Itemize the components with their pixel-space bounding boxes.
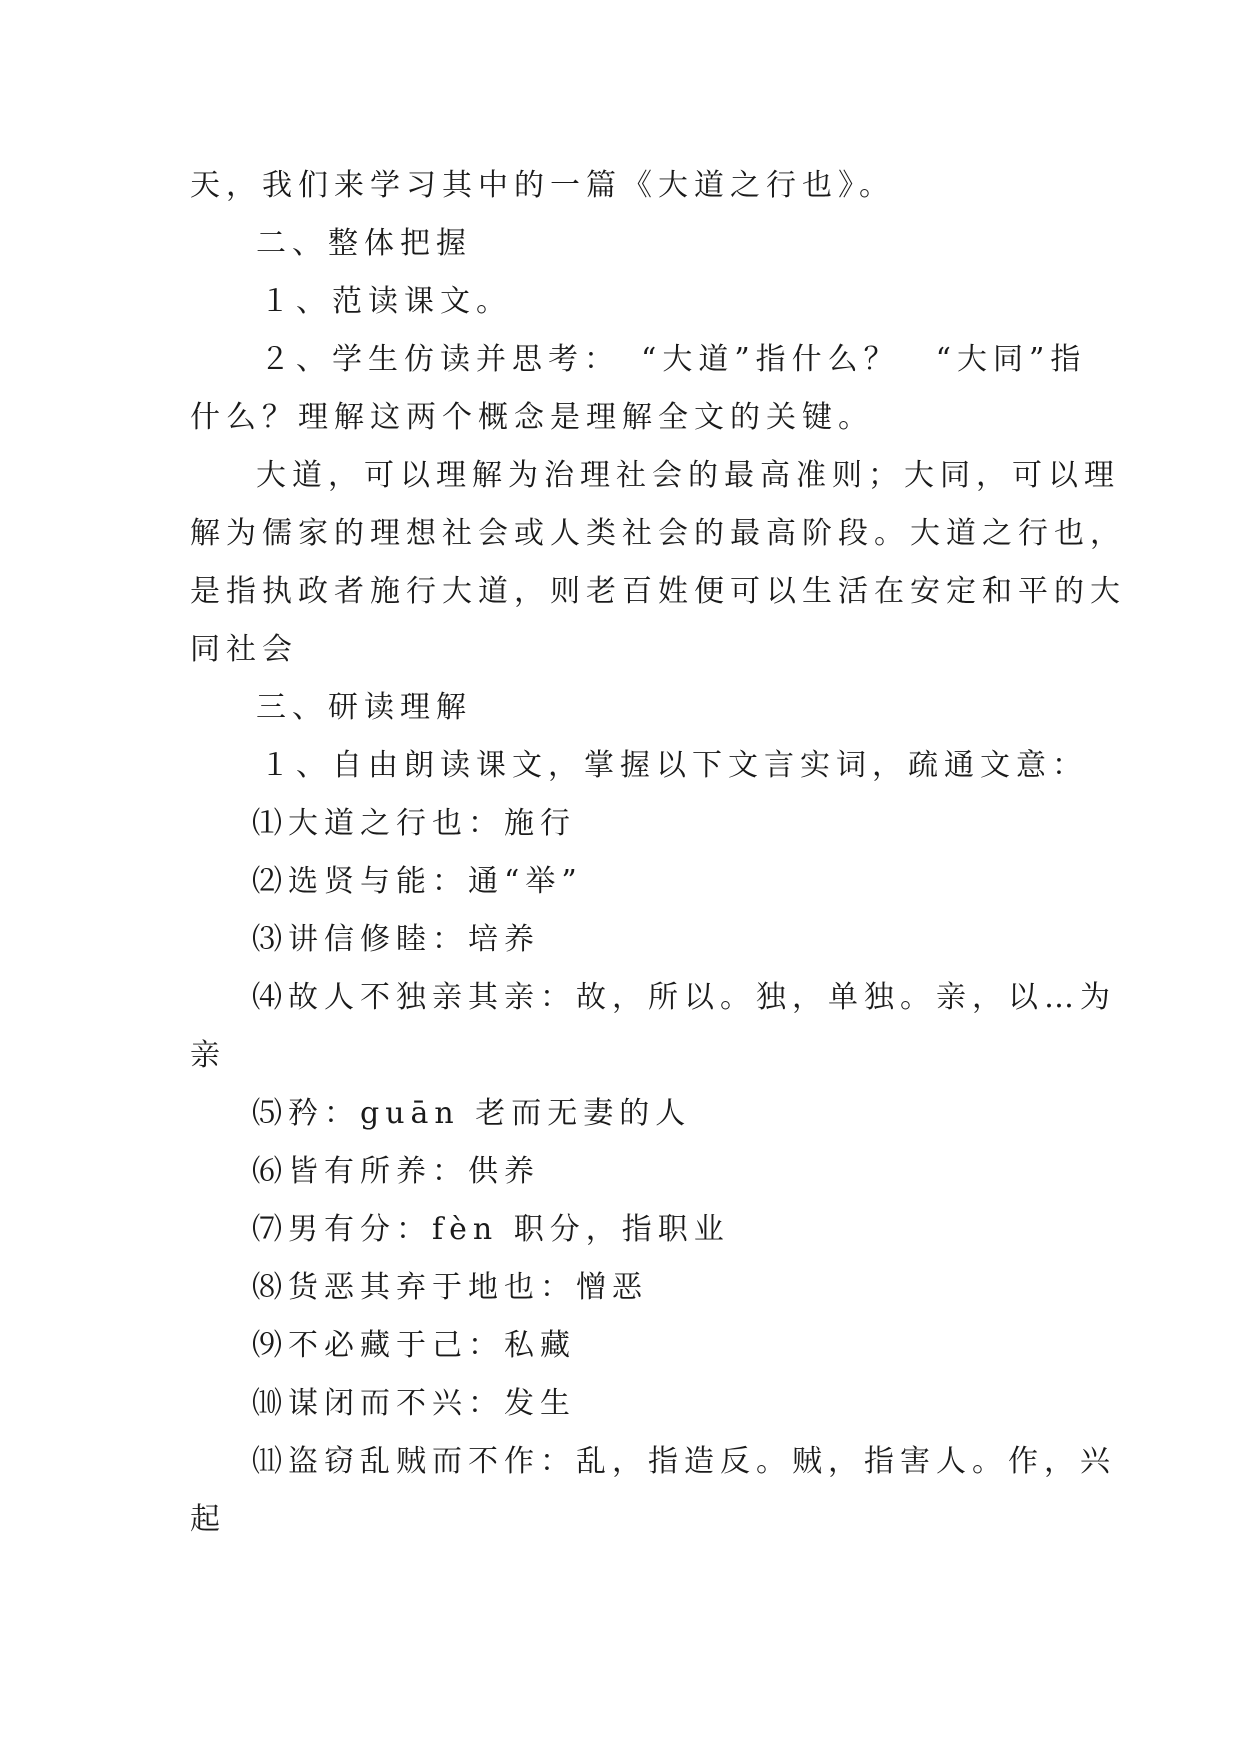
list-item: ⑸矜：guān 老而无妻的人 <box>252 1096 692 1131</box>
list-item: ⑶讲信修睦：培养 <box>252 922 540 957</box>
list-item: ⑼不必藏于己：私藏 <box>252 1328 576 1363</box>
text-line: 亲 <box>190 1038 226 1073</box>
text-line: 解为儒家的理想社会或人类社会的最高阶段。大道之行也， <box>190 516 1126 551</box>
list-item: ⑷故人不独亲其亲：故，所以。独，单独。亲，以…为 <box>252 980 1116 1015</box>
list-item: ⑽谋闭而不兴：发生 <box>252 1386 576 1421</box>
text-line: 天，我们来学习其中的一篇《大道之行也》。 <box>190 168 895 203</box>
list-item: ⑵选贤与能：通“举” <box>252 864 583 899</box>
text-line: 是指执政者施行大道，则老百姓便可以生活在安定和平的大 <box>190 574 1126 609</box>
text-line: １、自由朗读课文，掌握以下文言实词，疏通文意： <box>260 748 1088 783</box>
list-item: ⑴大道之行也：施行 <box>252 806 576 841</box>
text-line: ２、学生仿读并思考： “大道”指什么？ “大同”指 <box>260 342 1087 377</box>
document-page <box>190 157 1126 1549</box>
text-line: １、范读课文。 <box>260 284 512 319</box>
list-item: ⑾盗窃乱贼而不作：乱，指造反。贼，指害人。作，兴 <box>252 1444 1116 1479</box>
text-line: 大道，可以理解为治理社会的最高准则；大同，可以理 <box>256 458 1120 493</box>
text-line: 什么？理解这两个概念是理解全文的关键。 <box>190 400 874 435</box>
text-line: 起 <box>190 1502 226 1537</box>
list-item: ⑹皆有所养：供养 <box>252 1154 540 1189</box>
section-heading: 二、整体把握 <box>256 226 472 261</box>
text-line: 同社会 <box>190 632 298 667</box>
section-heading: 三、研读理解 <box>256 690 472 725</box>
list-item: ⑻货恶其弃于地也：憎恶 <box>252 1270 648 1305</box>
list-item: ⑺男有分：fèn 职分，指职业 <box>252 1212 730 1247</box>
